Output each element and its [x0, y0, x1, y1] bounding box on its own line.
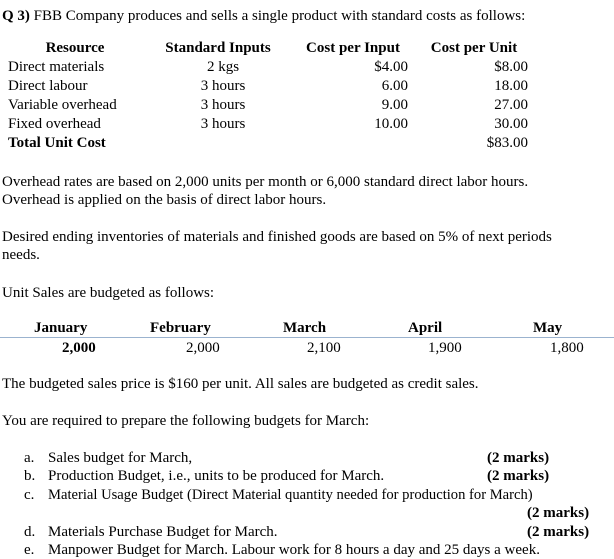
header-resource: Resource: [45, 40, 105, 56]
task-text: Sales budget for March,: [48, 450, 193, 466]
inputs-cell: 2 kgs: [206, 59, 240, 75]
question-number: Q 3): [2, 8, 30, 24]
month-may: May: [533, 320, 563, 336]
inventory-line-2: needs.: [2, 247, 40, 263]
resource-cell: Direct materials: [8, 59, 105, 75]
units-april: 1,900: [428, 340, 462, 356]
sales-table-rule: [0, 337, 614, 338]
resource-cell: Fixed overhead: [8, 116, 101, 132]
resource-cell: Variable overhead: [8, 97, 117, 113]
task-letter: a.: [24, 450, 35, 466]
task-letter: e.: [24, 542, 35, 558]
month-january: January: [34, 320, 88, 336]
task-text: Materials Purchase Budget for March.: [48, 524, 278, 540]
task-text: Manpower Budget for March. Labour work for 8 hours a day and 25 days a week.: [48, 542, 540, 558]
cost-per-input-cell: 10.00: [374, 116, 408, 132]
inputs-cell: 3 hours: [200, 78, 246, 94]
header-cost-per-unit: Cost per Unit: [430, 40, 518, 56]
overhead-line-1: Overhead rates are based on 2,000 units per month or 6,000 standard direct labor hours.: [2, 174, 529, 190]
cost-per-unit-cell: 18.00: [494, 78, 528, 94]
task-marks: (2 marks): [527, 524, 590, 540]
cost-per-input-cell: $4.00: [374, 59, 408, 75]
question-heading: [2, 8, 525, 25]
task-marks: (2 marks): [487, 468, 550, 484]
inventory-line-1: Desired ending inventories of materials and finished goods are based on 5% of next periods: [2, 229, 552, 245]
units-may: 1,800: [550, 340, 584, 356]
units-january: 2,000: [62, 340, 96, 356]
task-text: Material Usage Budget (Direct Material quantity needed for production for March): [48, 487, 533, 503]
task-text: Production Budget, i.e., units to be produced for March.: [48, 468, 385, 484]
task-letter: c.: [24, 487, 35, 503]
units-february: 2,000: [186, 340, 220, 356]
task-letter: b.: [24, 468, 36, 484]
sales-intro: Unit Sales are budgeted as follows:: [2, 285, 215, 301]
resource-cell: Direct labour: [8, 78, 88, 94]
cost-per-input-cell: 9.00: [381, 97, 408, 113]
header-cost-per-input: Cost per Input: [306, 40, 400, 56]
month-april: April: [408, 320, 443, 336]
task-marks: (2 marks): [527, 505, 590, 521]
inputs-cell: 3 hours: [200, 116, 246, 132]
cost-per-unit-cell: 27.00: [494, 97, 528, 113]
cost-per-unit-cell: 30.00: [494, 116, 528, 132]
units-march: 2,100: [307, 340, 341, 356]
inputs-cell: 3 hours: [200, 97, 246, 113]
task-marks: (2 marks): [487, 450, 550, 466]
month-february: February: [150, 320, 211, 336]
task-letter: d.: [24, 524, 36, 540]
price-text: The budgeted sales price is $160 per unit. All sales are budgeted as credit sales.: [2, 376, 479, 392]
required-text: You are required to prepare the following budgets for March:: [2, 413, 370, 429]
cost-per-unit-cell: $8.00: [494, 59, 528, 75]
month-march: March: [283, 320, 327, 336]
header-standard-inputs: Standard Inputs: [165, 40, 271, 56]
question-intro: FBB Company produces and sells a single product with standard costs as follows:: [33, 8, 526, 24]
total-value: $83.00: [486, 135, 528, 151]
cost-per-input-cell: 6.00: [381, 78, 408, 94]
overhead-line-2: Overhead is applied on the basis of direct labor hours.: [2, 192, 327, 208]
total-label: Total Unit Cost: [8, 135, 106, 151]
